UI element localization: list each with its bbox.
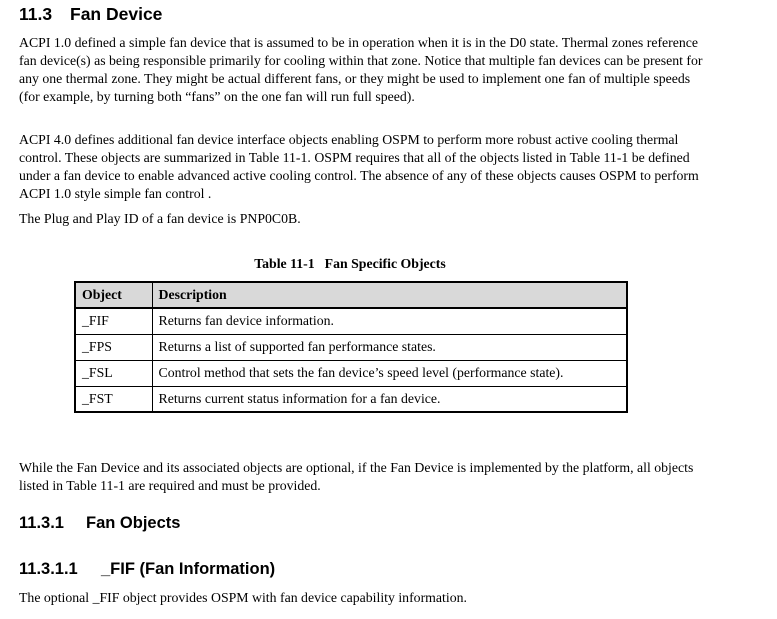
description-cell: Control method that sets the fan device’s speed level (performance state). [152,360,627,386]
column-header-description: Description [152,282,627,308]
paragraph-pnp-id: The Plug and Play ID of a fan device is PNP0C0B. [19,211,301,226]
subsection-heading [19,512,180,534]
table-number: Table 11-1 [254,256,315,271]
description-cell: Returns fan device information. [152,308,627,334]
paragraph-acpi-1-0: ACPI 1.0 defined a simple fan device that is assumed to be in operation when it is in the D0 state. Thermal zones reference fan device(s) as being responsible primarily for cooling within that zone. Notice that multiple fan devices can be present for any one thermal zone. They might be actual different fans, or they might be used to implement one fan of multiple speeds (for example, by turning both “fans” on the one fan will run full speed). [19,35,703,104]
object-cell: _FPS [75,334,152,360]
paragraph-fif: The optional _FIF object provides OSPM with fan device capability information. [19,590,467,605]
paragraph-after-table: While the Fan Device and its associated objects are optional, if the Fan Device is implemented by the platform, all objects listed in Table 11-1 are required and must be provided. [19,460,694,493]
subsection-title: Fan Objects [86,514,181,532]
description-cell: Returns a list of supported fan performance states. [152,334,627,360]
subsubsection-heading [19,558,275,580]
object-cell: _FIF [75,308,152,334]
fan-objects-table [74,281,628,413]
section-heading [19,3,162,25]
table-title: Fan Specific Objects [324,256,446,271]
table-row [75,386,627,412]
section-number: 11.3 [19,4,53,24]
table-row [75,308,627,334]
column-header-object: Object [75,282,152,308]
subsection-number: 11.3.1 [19,514,64,532]
section-title: Fan Device [70,4,163,24]
table-caption [0,254,700,274]
object-cell: _FST [75,386,152,412]
object-cell: _FSL [75,360,152,386]
description-cell: Returns current status information for a fan device. [152,386,627,412]
table-row [75,360,627,386]
table-row [75,334,627,360]
table-header-row [75,282,627,308]
paragraph-acpi-4-0: ACPI 4.0 defines additional fan device interface objects enabling OSPM to perform more robust active cooling thermal control. These objects are summarized in Table 11-1. OSPM requires that all of the objects listed in Table 11-1 be defined under a fan device to enable advanced active cooling control. The absence of any of these objects causes OSPM to perform ACPI 1.0 style simple fan control . [19,132,699,201]
subsubsection-title: _FIF (Fan Information) [101,560,276,578]
subsubsection-number: 11.3.1.1 [19,560,78,578]
